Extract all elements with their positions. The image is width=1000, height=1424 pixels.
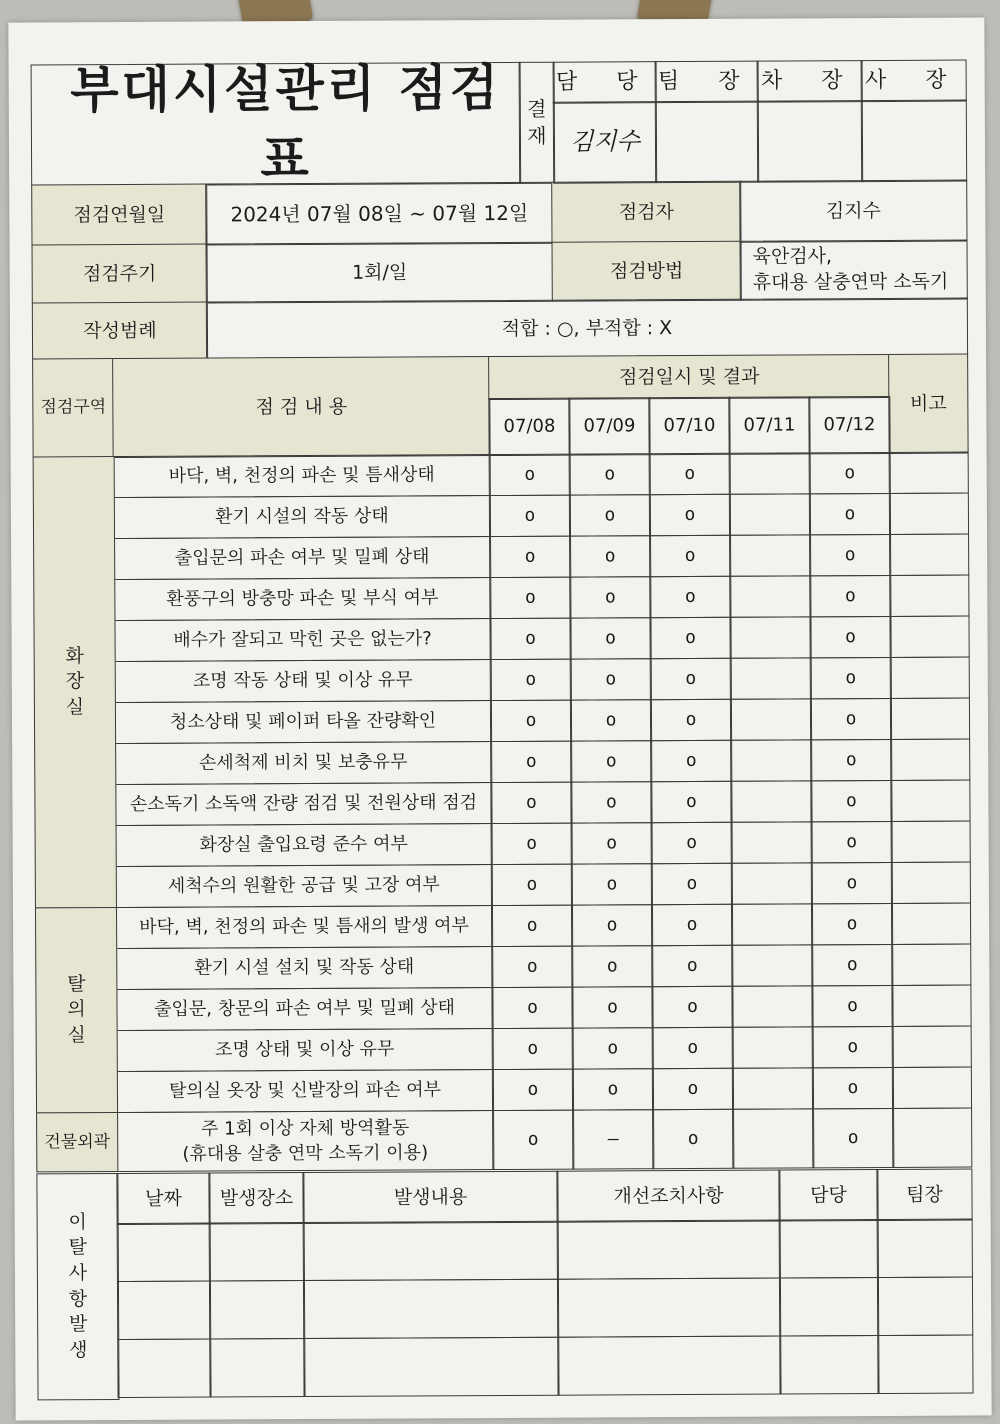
result-cell[interactable]: o [569,535,651,577]
result-cell[interactable]: o [570,699,652,741]
result-cell[interactable]: o [489,618,571,660]
result-cell[interactable]: o [809,575,891,617]
incident-cell[interactable] [557,1278,781,1338]
checklist-item: 손세척제 비치 및 보충유무 [114,741,492,785]
date-header-1: 07/08 [488,398,570,456]
result-cell[interactable] [729,452,811,494]
result-cell[interactable]: o [812,1108,894,1168]
incident-cell[interactable] [779,1219,879,1279]
incident-header-6: 팀장 [876,1169,972,1222]
result-cell[interactable]: o [492,1110,574,1170]
incident-cell[interactable] [117,1339,211,1398]
result-cell[interactable]: o [649,617,731,659]
result-cell[interactable]: o [651,904,733,946]
result-cell[interactable]: o [570,658,652,700]
cycle-value: 1회/일 [206,242,554,304]
result-cell[interactable]: o [810,780,892,822]
remarks-cell[interactable] [892,1108,972,1168]
cycle-label: 점검주기 [32,244,208,305]
result-cell[interactable]: o [571,863,653,905]
result-cell[interactable]: o [571,945,653,987]
checklist-item: 청소상태 및 페이퍼 타올 잔량확인 [114,700,492,744]
result-cell[interactable] [732,1067,814,1109]
method-value-line1: 육안검사, [752,245,833,269]
incident-area-char: 항 [68,1287,88,1310]
result-cell[interactable] [732,1026,814,1068]
result-cell[interactable] [731,903,813,945]
result-cell[interactable] [729,534,811,576]
area-label-char: 실 [67,1023,86,1047]
checklist-item: 출입문의 파손 여부 및 밀폐 상태 [113,536,491,580]
remarks-cell[interactable] [890,657,970,699]
result-cell[interactable]: o [652,1068,734,1110]
checklist-item: 바닥, 벽, 천정의 파손 및 틈새상태 [113,454,491,498]
result-cell[interactable]: o [569,494,651,536]
area-label-char: 장 [65,670,85,693]
incident-cell[interactable] [877,1219,973,1279]
area-label-char: 화 [65,644,84,667]
result-cell[interactable]: o [491,864,573,906]
checklist-item: 조명 작동 상태 및 이상 유무 [114,659,492,703]
results-header: 점검일시 및 결과 [488,354,890,400]
result-cell[interactable]: o [810,739,892,781]
incident-area-label [36,1173,119,1400]
method-value [739,240,967,301]
remarks-cell[interactable] [891,903,971,945]
result-cell[interactable]: o [650,781,732,823]
approval-role-1: 담 당 [553,61,657,104]
content-header: 점 검 내 용 [112,356,491,458]
result-cell[interactable]: o [651,822,733,864]
incident-cell[interactable] [303,1337,559,1397]
incident-header-5: 담당 [778,1169,878,1222]
result-cell[interactable]: o [651,945,733,987]
result-cell[interactable]: o [811,862,893,904]
result-cell[interactable]: o [811,944,893,986]
area-label-char: 실 [65,695,85,719]
result-cell[interactable] [730,657,812,699]
incident-area-char: 탈 [68,1236,87,1259]
inspection-sheet [8,17,991,1420]
result-cell[interactable]: o [811,903,893,945]
incident-cell[interactable] [877,1335,973,1395]
result-cell[interactable]: o [651,863,733,905]
result-cell[interactable]: o [650,740,732,782]
result-cell[interactable]: o [652,1027,734,1069]
incident-header-2: 발생장소 [208,1172,304,1225]
result-cell[interactable]: o [809,534,891,576]
result-cell[interactable]: o [811,821,893,863]
result-cell[interactable] [730,780,812,822]
result-cell[interactable] [730,739,812,781]
remarks-cell[interactable] [891,821,971,863]
date-header-2: 07/09 [568,397,650,455]
checklist-item-line1: 주 1회 이상 자체 방역활동 [200,1117,410,1140]
checklist-item: 환기 시설 설치 및 작동 상태 [115,946,493,990]
incident-cell[interactable] [557,1336,781,1396]
area-label [36,1112,118,1172]
checklist-item: 환풍구의 방충망 파손 및 부식 여부 [113,577,491,621]
result-cell[interactable] [732,1108,814,1168]
result-cell[interactable] [729,493,811,535]
result-cell[interactable]: o [492,1028,574,1070]
incident-cell[interactable] [209,1338,305,1398]
result-cell[interactable]: o [489,454,571,496]
result-cell[interactable] [731,821,813,863]
result-cell[interactable]: o [491,987,573,1029]
result-cell[interactable]: o [650,699,732,741]
incident-area-char: 생 [69,1338,88,1362]
remarks-cell[interactable] [891,944,971,986]
result-cell[interactable] [731,944,813,986]
remarks-cell[interactable] [889,452,969,494]
remarks-cell[interactable] [891,862,971,904]
date-header-3: 07/10 [648,397,730,455]
remarks-cell[interactable] [889,575,969,617]
incident-cell[interactable] [303,1221,559,1281]
result-cell[interactable]: o [491,905,573,947]
area-label [35,907,118,1113]
legend-label: 작성범례 [32,302,208,361]
area-label-char: 건물외곽 [44,1131,111,1152]
result-cell[interactable]: o [569,576,651,618]
result-cell[interactable]: o [490,700,572,742]
checklist-item: 조명 상태 및 이상 유무 [116,1028,494,1072]
result-cell[interactable]: o [489,577,571,619]
approval-signature-1: 김지수 [553,101,657,184]
approval-signature-2 [655,101,759,184]
result-cell[interactable] [731,862,813,904]
remarks-cell[interactable] [890,739,970,781]
result-cell[interactable]: o [650,658,732,700]
result-cell[interactable]: o [489,495,571,537]
remarks-cell[interactable] [892,1026,972,1068]
method-label: 점검방법 [552,241,742,302]
date-header-4: 07/11 [728,396,810,454]
approval-label [519,62,556,184]
approval-role-2: 팀 장 [655,61,759,104]
incident-header-1: 날짜 [116,1173,210,1225]
method-value-line2: 휴대용 살충연막 소독기 [752,270,949,294]
result-cell[interactable]: o [812,1067,894,1109]
page-title: 부대시설관리 점검표 [31,62,522,187]
incident-cell[interactable] [209,1222,305,1282]
incident-area-char: 사 [68,1262,88,1285]
checklist-item: 화장실 출입요령 준수 여부 [115,823,493,867]
date-header-5: 07/12 [808,396,890,454]
remarks-cell[interactable] [889,493,969,535]
result-cell[interactable]: — [572,1109,654,1169]
area-label [33,456,117,908]
approval-signature-4 [861,100,967,183]
approval-role-4: 사 장 [861,60,967,103]
result-cell[interactable]: o [652,1109,734,1169]
result-cell[interactable]: o [572,1068,654,1110]
remarks-cell[interactable] [891,985,971,1027]
checklist-item: 환기 시설의 작동 상태 [113,495,491,539]
result-cell[interactable]: o [649,494,731,536]
result-cell[interactable]: o [490,741,572,783]
result-cell[interactable]: o [571,986,653,1028]
result-cell[interactable]: o [649,535,731,577]
incident-cell[interactable] [557,1220,781,1280]
checklist-item: 탈의실 옷장 및 신발장의 파손 여부 [116,1069,494,1113]
incident-cell[interactable] [209,1280,305,1340]
result-cell[interactable]: o [812,1026,894,1068]
result-cell[interactable]: o [810,698,892,740]
result-cell[interactable]: o [572,1027,654,1069]
incident-area-char: 이 [68,1210,87,1233]
remarks-cell[interactable] [889,534,969,576]
checklist-item: 손소독기 소독액 잔량 점검 및 전원상태 점검 [114,782,492,826]
result-cell[interactable]: o [489,536,571,578]
approval-label-text: 결재 [527,96,547,148]
incident-cell[interactable] [779,1277,879,1337]
incident-cell[interactable] [117,1281,211,1340]
result-cell[interactable]: o [491,823,573,865]
result-cell[interactable]: o [569,453,651,495]
result-cell[interactable] [729,575,811,617]
result-cell[interactable] [729,616,811,658]
result-cell[interactable] [731,985,813,1027]
incident-cell[interactable] [779,1335,879,1395]
result-cell[interactable]: o [570,740,652,782]
inspector-label: 점검자 [551,181,741,244]
checklist-item: 배수가 잘되고 막힌 곳은 없는가? [113,618,491,662]
incident-area-char: 발 [68,1313,88,1336]
result-cell[interactable]: o [569,617,651,659]
area-label-char: 탈 [67,972,86,995]
result-cell[interactable]: o [809,616,891,658]
result-cell[interactable]: o [809,452,891,494]
result-cell[interactable]: o [491,946,573,988]
area-header: 점검구역 [32,358,115,458]
checklist-item-line2: (휴대용 살충 연막 소독기 이용) [182,1142,429,1165]
checklist-item: 세척수의 원활한 공급 및 고장 여부 [115,864,493,908]
checklist-item [116,1110,494,1172]
approval-signature-3 [757,100,863,183]
result-cell[interactable]: o [490,659,572,701]
result-cell[interactable]: o [811,985,893,1027]
result-cell[interactable]: o [571,904,653,946]
date-label: 점검연월일 [31,184,207,247]
result-cell[interactable]: o [810,657,892,699]
remarks-cell[interactable] [890,698,970,740]
result-cell[interactable]: o [651,986,733,1028]
remarks-cell[interactable] [889,616,969,658]
result-cell[interactable]: o [649,453,731,495]
incident-cell[interactable] [877,1277,973,1337]
legend-value: 적합 : ○, 부적합 : X [206,298,968,360]
date-value: 2024년 07월 08일 ~ 07월 12일 [205,182,553,246]
result-cell[interactable] [730,698,812,740]
remarks-cell[interactable] [890,780,970,822]
incident-header-4: 개선조치사항 [556,1170,780,1223]
inspector-value: 김지수 [739,180,967,243]
approval-role-3: 차 장 [757,60,863,103]
area-label-char: 의 [67,998,86,1021]
result-cell[interactable]: o [492,1069,574,1111]
checklist-item: 바닥, 벽, 천정의 파손 및 틈새의 발생 여부 [115,905,493,949]
result-cell[interactable]: o [649,576,731,618]
result-cell[interactable]: o [571,822,653,864]
incident-header-3: 발생내용 [302,1171,558,1224]
checklist-item: 출입문, 창문의 파손 여부 및 밀폐 상태 [115,987,493,1031]
remarks-header: 비고 [888,354,969,454]
incident-cell[interactable] [303,1279,559,1339]
result-cell[interactable]: o [809,493,891,535]
result-cell[interactable]: o [570,781,652,823]
incident-cell[interactable] [117,1223,211,1282]
remarks-cell[interactable] [892,1067,972,1109]
result-cell[interactable]: o [490,782,572,824]
